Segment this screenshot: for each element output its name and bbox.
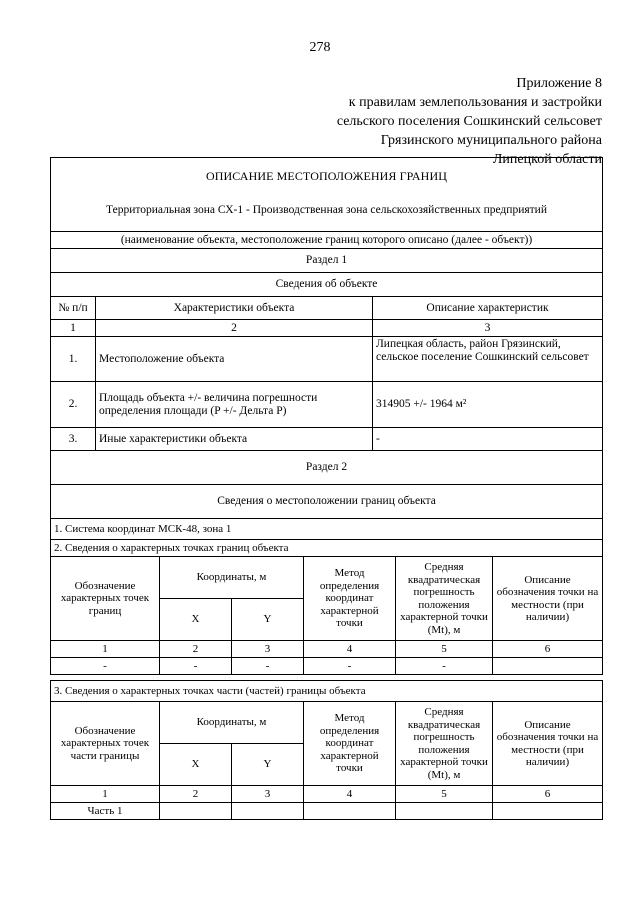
header-method: Метод определения координат характерной точки (304, 557, 396, 641)
header-y: Y (232, 599, 304, 641)
appendix-header (337, 74, 602, 169)
header-description: Описание обозначения точки на местности (при наличии) (493, 557, 603, 641)
cell: - (304, 658, 396, 675)
zone-name: Территориальная зона СХ-1 - Производственная зона сельскохозяйственных предприятий (106, 204, 547, 216)
appendix-line: Липецкой области (492, 152, 602, 167)
col-number: 3 (373, 320, 603, 337)
col-number: 6 (493, 786, 603, 803)
cell: - (51, 658, 160, 675)
col-header-description: Описание характеристик (373, 297, 603, 320)
header-designation: Обозначение характерных точек части границы (51, 702, 160, 786)
col-number: 2 (160, 786, 232, 803)
col-number: 1 (51, 786, 160, 803)
table-row (51, 428, 603, 451)
section2-subtitle: Сведения о местоположении границ объекта (51, 485, 603, 519)
page-number: 278 (309, 40, 331, 55)
cell (396, 803, 493, 820)
coord-system: 1. Система координат МСК-48, зона 1 (51, 519, 603, 540)
part-boundary-points-table (50, 680, 603, 820)
document-title: ОПИСАНИЕ МЕСТОПОЛОЖЕНИЯ ГРАНИЦ (206, 169, 447, 183)
appendix-line: Грязинского муниципального района (380, 133, 602, 148)
row-description: Липецкая область, район Грязинский, сельское поселение Сошкинский сельсовет (373, 337, 603, 382)
part-points-title: 3. Сведения о характерных точках части (частей) границы объекта (51, 681, 603, 702)
row-num: 2. (51, 382, 96, 428)
points-title: 2. Сведения о характерных точках границ объекта (51, 540, 603, 557)
cell (493, 658, 603, 675)
row-num: 3. (51, 428, 96, 451)
cell (304, 803, 396, 820)
col-header-num: № п/п (51, 297, 96, 320)
col-number: 4 (304, 786, 396, 803)
col-number: 1 (51, 641, 160, 658)
row-characteristic: Местоположение объекта (96, 337, 373, 382)
header-coords: Координаты, м (160, 557, 304, 599)
cell (493, 803, 603, 820)
table-row (51, 803, 603, 820)
row-characteristic: Иные характеристики объекта (96, 428, 373, 451)
col-number: 2 (96, 320, 373, 337)
cell: - (232, 658, 304, 675)
section2-title: Раздел 2 (51, 451, 603, 485)
header-accuracy: Средняя квадратическая погрешность положения характерной точки (Mt), м (396, 557, 493, 641)
table-row (51, 382, 603, 428)
col-number: 4 (304, 641, 396, 658)
cell (232, 803, 304, 820)
col-number: 6 (493, 641, 603, 658)
col-number: 5 (396, 641, 493, 658)
object-info-table (50, 157, 603, 519)
object-note: (наименование объекта, местоположение границ которого описано (далее - объект)) (51, 232, 603, 249)
part-label: Часть 1 (51, 803, 160, 820)
header-x: X (160, 599, 232, 641)
section1-subtitle: Сведения об объекте (51, 273, 603, 297)
cell (160, 803, 232, 820)
col-number: 3 (232, 641, 304, 658)
header-accuracy: Средняя квадратическая погрешность положения характерной точки (Mt), м (396, 702, 493, 786)
appendix-line: сельского поселения Сошкинский сельсовет (336, 114, 602, 129)
table-row (51, 337, 603, 382)
appendix-line: к правилам землепользования и застройки (348, 95, 602, 110)
row-description: 314905 +/- 1964 м² (373, 382, 603, 428)
row-description: - (373, 428, 603, 451)
appendix-line: Приложение 8 (516, 76, 602, 91)
header-coords: Координаты, м (160, 702, 304, 744)
header-designation: Обозначение характерных точек границ (51, 557, 160, 641)
boundary-points-table (50, 518, 603, 675)
header-method: Метод определения координат характерной точки (304, 702, 396, 786)
col-number: 1 (51, 320, 96, 337)
col-number: 3 (232, 786, 304, 803)
row-num: 1. (51, 337, 96, 382)
cell: - (160, 658, 232, 675)
header-x: X (160, 744, 232, 786)
col-number: 5 (396, 786, 493, 803)
table-row (51, 658, 603, 675)
document-title-cell (51, 158, 603, 232)
header-description: Описание обозначения точки на местности (при наличии) (493, 702, 603, 786)
col-header-characteristic: Характеристики объекта (96, 297, 373, 320)
cell: - (396, 658, 493, 675)
row-characteristic: Площадь объекта +/- величина погрешности определения площади (P +/- Дельта P) (96, 382, 373, 428)
header-y: Y (232, 744, 304, 786)
section1-title: Раздел 1 (51, 249, 603, 273)
col-number: 2 (160, 641, 232, 658)
